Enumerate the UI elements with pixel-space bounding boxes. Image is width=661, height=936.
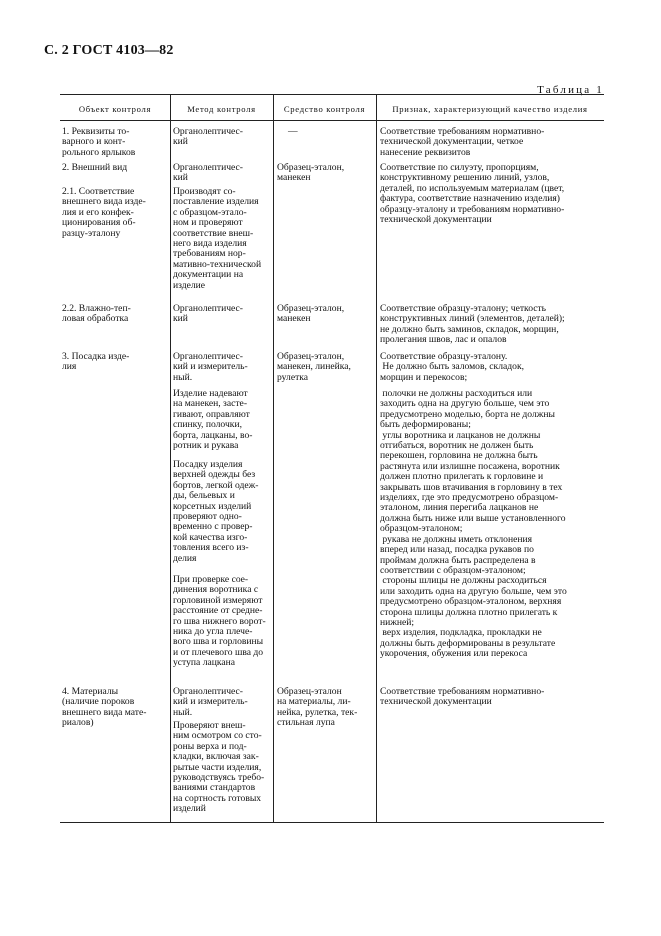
row-2-2-method: Органолептичес- кий	[173, 303, 244, 325]
row-3-object: 3. Посадка изде- лия	[62, 351, 130, 373]
row-1-criterion: Соответствие требованиям нормативно- технической документации, четкое нанесение реквизитов	[380, 126, 545, 158]
row-4-means: Образец-эталон на материалы, ли- нейка, рулетка, тек- стильная лупа	[277, 686, 358, 729]
row-3-method-paragraph-4: При проверке соe- динения воротника с горловиной измеряют расстояние от средне- го шва нижнего ворот- ника до угла плече- вого шва и горловины и от плечевого шва до уступа лацкана	[173, 574, 266, 669]
row-2-2-means: Образец-эталон, манекен	[277, 303, 345, 325]
row-3-method-paragraph-2: Изделие надевают на манекен, застe- гивают, оправляют спинку, полочки, борта, лацканы, во- ротник и рукава	[173, 388, 253, 452]
row-1-method: Органолептичес- кий	[173, 126, 244, 148]
page-header-title: С. 2 ГОСТ 4103—82	[44, 43, 174, 58]
row-2-object: 2. Внешний вид	[62, 162, 128, 173]
column-header-criterion: Признак, характеризующий качество изделия	[392, 104, 588, 114]
row-3-criterion: Соответствие образцу-эталону. Не должно быть заломов, складок, морщин и перекосов;	[380, 351, 525, 383]
row-4-method-paragraph-2: Проверяют внеш- ним осмотром со сто- роны верха и под- кладки, включая зак- рытые части изделия, руководствуясь требо- ваниями стандартов на сортность готовых изделий	[173, 720, 265, 815]
row-3-means: Образец-эталон, манекен, линейка, рулетка	[277, 351, 351, 383]
row-2-2-object: 2.2. Влажно-теп- ловая обработка	[62, 303, 131, 325]
row-3-method-paragraph-3: Посадку изделия верхней одежды без бортов, легкой одеж- ды, бельевых и корсетных изделий проверяют одно- временно с провер- кой качества изго- товления всего из- делия	[173, 459, 259, 564]
row-2-criterion: Соответствие по силуэту, пропорциям, конструктивному решению линий, узлов, деталей, по используемым материалам (цвет, фактура, соответствие назначению изделия) образцу-эталону и требованиям нормативно- технической документации	[380, 162, 565, 226]
row-4-criterion: Соответствие требованиям нормативно- технической документации	[380, 686, 545, 708]
row-2-1-method: Производят со- поставление изделия с образцом-этало- ном и проверяют соответствие внеш- него вида изделия требованиям нор- мативно-технической документации на изделие	[173, 186, 262, 291]
column-divider-3	[376, 94, 377, 822]
row-2-method: Органолептичес- кий	[173, 162, 244, 184]
row-2-means: Образец-эталон, манекен	[277, 162, 345, 184]
table-bottom-rule	[60, 822, 604, 823]
table-caption: Таблица 1	[537, 84, 604, 96]
row-2-2-criterion: Соответствие образцу-эталону; четкость конструктивных линий (элементов, деталей); не должно быть заминов, складок, морщин, пролегания швов, лас и опалов	[380, 303, 565, 346]
table-top-rule	[60, 94, 604, 95]
table-header-rule	[60, 120, 604, 121]
row-3-criterion-paragraph-2: полочки не должны расходиться или заходить одна на другую больше, чем это предусмотрено моделью, борта не должны быть деформированы; углы воротника и лацканов не должны отгибаться, воротник не должен быть перекошен, горловина не должна быть растянута или излишне посажена, воротник должен плотно прилегать к горловине и закрывать шов втачивания в горловину в тех изделиях, где это предусмотрено образцом- эталоном, линия перегиба лацканов не должна быть ниже или выше установленного образцом-эталоном; рукава не должны иметь отклонения вперед или назад, посадка рукавов по проймам должна быть распределена в соответствии с образцом-эталоном; стороны шлицы не должны расходиться или заходить одна на другую больше, чем это предусмотрено образцом-эталоном, верхняя сторона шлицы должна плотно прилегать к нижней; верх изделия, подкладка, прокладки не должны быть деформированы в результате укорочения, обужения или перекоса	[380, 388, 567, 660]
column-header-means: Средство контроля	[283, 104, 366, 114]
row-4-method: Органолептичес- кий и измеритель- ный.	[173, 686, 248, 718]
column-divider-1	[170, 94, 171, 822]
row-4-object: 4. Материалы (наличие пороков внешнего вида мате- риалов)	[62, 686, 147, 729]
row-1-object: 1. Реквизиты то- варного и конт- рольного ярлыков	[62, 126, 136, 158]
column-header-object: Объект контроля	[78, 104, 152, 114]
row-2-1-object: 2.1. Соответствие внешнего вида изде- лия и его конфек- ционирования об- разцу-эталону	[62, 186, 146, 239]
row-3-method: Органолептичес- кий и измеритель- ный.	[173, 351, 248, 383]
row-1-means: —	[288, 126, 298, 137]
column-header-method: Метод контроля	[187, 104, 256, 114]
column-divider-2	[273, 94, 274, 822]
